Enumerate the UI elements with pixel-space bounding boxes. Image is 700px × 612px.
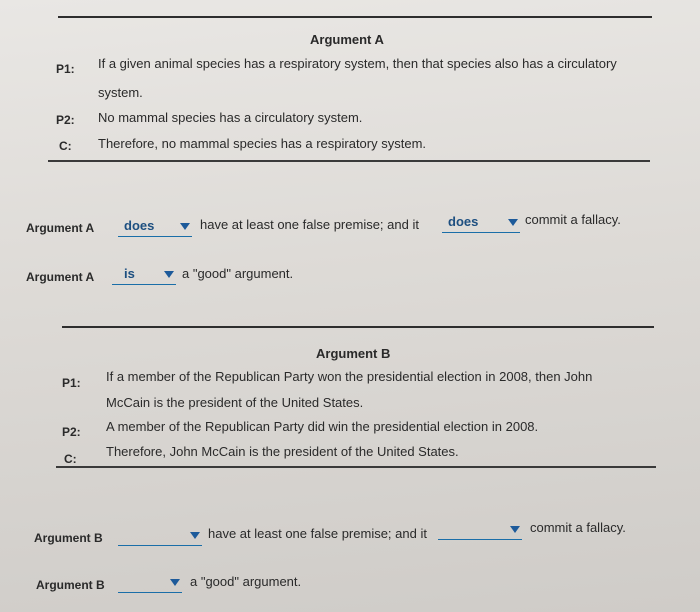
argument-a-p2-text: No mammal species has a circulatory system. xyxy=(98,110,363,125)
q3-middle-text: have at least one false premise; and it xyxy=(208,526,427,541)
argument-a-p1-label: P1: xyxy=(56,62,75,76)
q1-suffix: commit a fallacy. xyxy=(525,212,621,227)
argument-a-p2-label: P2: xyxy=(56,113,75,127)
q1-prefix: Argument A xyxy=(26,221,95,235)
argument-a-bottom-rule xyxy=(48,160,650,162)
chevron-down-icon xyxy=(510,526,520,533)
argument-b-p2-label: P2: xyxy=(62,425,81,439)
chevron-down-icon xyxy=(508,219,518,226)
q2-prefix: Argument A xyxy=(26,270,95,284)
q3-fallacy-dropdown[interactable] xyxy=(438,521,522,540)
chevron-down-icon xyxy=(170,579,180,586)
q3-prefix: Argument B xyxy=(34,531,103,545)
q2-good-dropdown-value: is xyxy=(124,266,135,281)
argument-a-title: Argument A xyxy=(310,32,384,47)
q4-good-dropdown[interactable] xyxy=(118,574,182,593)
q4-suffix: a "good" argument. xyxy=(190,574,302,589)
q3-suffix: commit a fallacy. xyxy=(530,520,626,535)
chevron-down-icon xyxy=(190,532,200,539)
q2-suffix: a "good" argument. xyxy=(182,266,294,281)
chevron-down-icon xyxy=(164,271,174,278)
argument-a-p1-line1: If a given animal species has a respiratory system, then that species also has a circulatory xyxy=(98,56,617,71)
argument-b-c-label: C: xyxy=(64,452,77,466)
q1-fallacy-dropdown-value: does xyxy=(448,214,479,229)
q3-premise-dropdown[interactable] xyxy=(118,527,202,546)
argument-b-c-text: Therefore, John McCain is the president of the United States. xyxy=(106,444,459,459)
argument-b-p1-line1: If a member of the Republican Party won the presidential election in 2008, then John xyxy=(106,369,593,384)
argument-a-p1-line2: system. xyxy=(98,85,143,100)
argument-b-bottom-rule xyxy=(56,466,656,468)
argument-a-c-text: Therefore, no mammal species has a respiratory system. xyxy=(98,136,427,151)
argument-b-p1-label: P1: xyxy=(62,376,81,390)
q4-prefix: Argument B xyxy=(36,578,105,592)
q1-middle-text: have at least one false premise; and it xyxy=(200,217,419,232)
argument-b-title: Argument B xyxy=(316,346,391,361)
q1-premise-dropdown[interactable] xyxy=(118,218,192,237)
q1-premise-dropdown-value: does xyxy=(124,218,155,233)
q2-good-dropdown[interactable] xyxy=(112,266,176,285)
argument-a-c-label: C: xyxy=(59,139,72,153)
argument-b-p1-line2: McCain is the president of the United States. xyxy=(106,395,364,410)
argument-b-top-rule xyxy=(62,326,654,328)
argument-a-top-rule xyxy=(58,16,652,18)
argument-b-p2-text: A member of the Republican Party did win the presidential election in 2008. xyxy=(106,419,539,434)
chevron-down-icon xyxy=(180,223,190,230)
q1-fallacy-dropdown[interactable] xyxy=(442,214,520,233)
